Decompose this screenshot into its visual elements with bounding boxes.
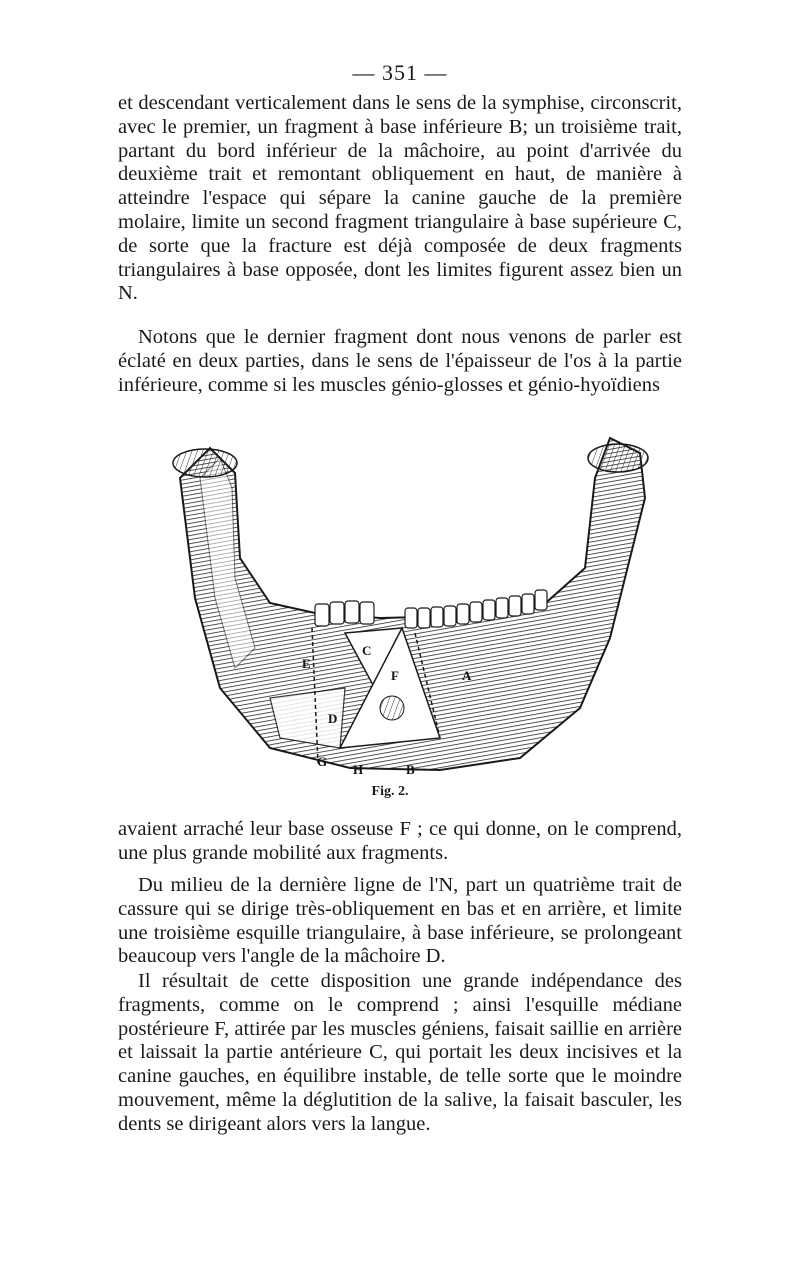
- mandible-engraving: [140, 418, 685, 788]
- paragraph-5: Il résultait de cette disposition une grande indépendance des fragments, comme on le comprend ; ainsi l'esquille médiane postérieure F, attirée par les muscles géniens, faisait saillie en arrière et laissait la partie antérieure C, qui portait les deux incisives et la canine gauches, en équilibre instable, de telle sorte que le moindre mouvement, même la déglutition de la salive, la faisait basculer, les dents se dirigeant alors vers la langue.: [118, 970, 682, 1135]
- label-a: A: [462, 668, 472, 683]
- paragraph-4: Du milieu de la dernière ligne de l'N, part un quatrième trait de cassure qui se dirige très-obliquement en bas et en arrière, et limite une troisième esquille triangulaire, à base inférieure, se prolongeant beaucoup vers l'angle de la mâchoire D.: [118, 874, 682, 968]
- mandible-figure: [140, 418, 685, 818]
- left-condyle: [173, 449, 237, 477]
- figure-caption: Fig. 2.: [371, 784, 409, 799]
- label-c: C: [362, 643, 372, 658]
- label-h: H: [353, 762, 364, 777]
- label-b: B: [406, 762, 415, 777]
- paragraph-2: Notons que le dernier fragment dont nous venons de parler est éclaté en deux parties, dans le sens de l'épaisseur de l'os à la partie inférieure, comme si les muscles génio-glosses et génio-hyoïdiens: [118, 326, 682, 396]
- label-d: D: [328, 711, 338, 726]
- paragraph-3: avaient arraché leur base osseuse F ; ce qui donne, on le comprend, une plus grande mobilité aux fragments.: [118, 818, 682, 864]
- label-f: F: [391, 668, 399, 683]
- paragraph-1: et descendant verticalement dans le sens de la symphise, circonscrit, avec le premier, un fragment à base inférieure B; un troisième trait, partant du bord inférieur de la mâchoire, au point d'arrivée du deuxième trait et remontant obliquement en haut, de manière à atteindre l'espace qui sépare la canine gauche de la première molaire, limite un second fragment triangulaire à base supérieure C, de sorte que la fracture est déjà composée de deux fragments triangulaires à base opposée, dont les limites figurent assez bien un N.: [118, 92, 682, 305]
- right-condyle: [588, 444, 648, 472]
- label-e: E: [302, 656, 311, 671]
- label-g: G: [317, 754, 328, 769]
- bone-splinter: [380, 696, 404, 720]
- page-number: — 351 —: [352, 60, 448, 85]
